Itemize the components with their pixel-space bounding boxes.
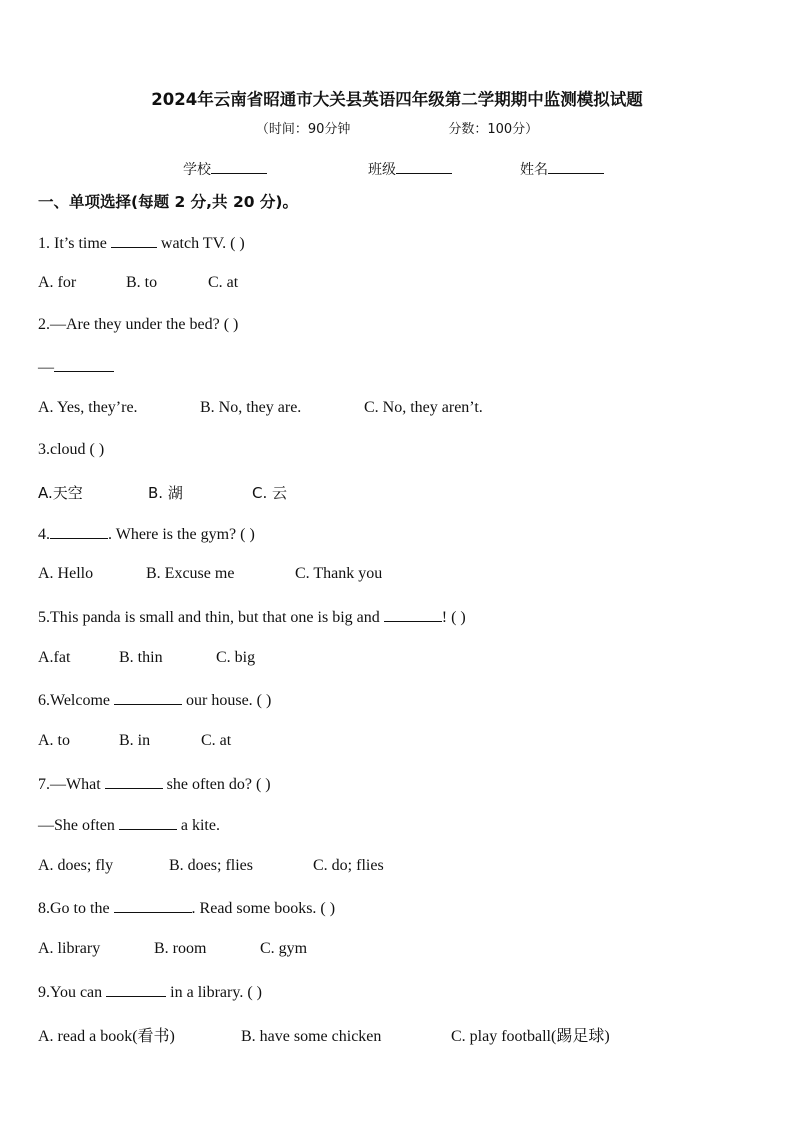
option-c[interactable]: C. 云 <box>252 484 288 502</box>
question-text: a kite. <box>176 817 220 834</box>
answer-blank[interactable] <box>106 982 166 997</box>
option-c[interactable]: C. play football(踢足球) <box>451 1028 610 1045</box>
school-field[interactable] <box>183 159 267 179</box>
option-c[interactable]: C. do; flies <box>313 857 384 874</box>
question-text: . Where is the gym? ( ) <box>108 526 255 543</box>
option-a[interactable]: A. Hello <box>38 565 94 582</box>
option-b[interactable]: B. does; flies <box>169 857 253 874</box>
question-5 <box>38 607 466 627</box>
name-label: 姓名 <box>520 162 548 178</box>
question-9-options <box>38 1023 610 1046</box>
question-text: 8.Go to the <box>38 900 114 917</box>
option-b[interactable]: B. room <box>154 940 207 957</box>
question-2-options <box>38 399 483 417</box>
question-text: —She often <box>38 817 119 834</box>
question-8-options <box>38 940 307 958</box>
option-a[interactable]: A. for <box>38 274 77 291</box>
class-field[interactable] <box>368 159 452 179</box>
option-c[interactable]: C. at <box>201 732 232 749</box>
question-7-line-2 <box>38 815 220 835</box>
question-text: 6.Welcome <box>38 692 115 709</box>
question-text: watch TV. ( ) <box>156 235 245 252</box>
question-6-options <box>38 732 231 750</box>
question-8 <box>38 898 335 918</box>
answer-blank[interactable] <box>111 233 157 248</box>
answer-blank[interactable] <box>114 690 182 705</box>
answer-blank[interactable] <box>50 524 108 539</box>
question-9 <box>38 982 262 1002</box>
answer-blank[interactable] <box>114 898 192 913</box>
question-text: 7.—What <box>38 776 105 793</box>
question-text: 1. It’s time <box>38 235 111 252</box>
question-3-options <box>38 482 287 503</box>
question-text: 4. <box>38 526 50 543</box>
option-c[interactable]: C. No, they aren’t. <box>364 399 483 416</box>
option-a[interactable]: A.fat <box>38 649 71 666</box>
question-2-answer <box>38 357 114 377</box>
question-2 <box>38 316 238 334</box>
school-label: 学校 <box>183 162 211 178</box>
option-b[interactable]: B. No, they are. <box>200 399 302 416</box>
option-b[interactable]: B. in <box>119 732 151 749</box>
option-c[interactable]: C. big <box>216 649 256 666</box>
option-b[interactable]: B. thin <box>119 649 163 666</box>
question-text: 5.This panda is small and thin, but that one is big and <box>38 609 384 626</box>
question-text: 3.cloud ( ) <box>38 441 105 458</box>
exam-score: 分数：100分） <box>448 122 539 137</box>
option-a[interactable]: A. Yes, they’re. <box>38 399 138 416</box>
answer-blank[interactable] <box>119 815 177 830</box>
question-text: our house. ( ) <box>182 692 272 709</box>
option-a[interactable]: A.天空 <box>38 484 83 502</box>
question-7 <box>38 774 271 794</box>
page-title: 2024年云南省昭通市大关县英语四年级第二学期期中监测模拟试题 <box>151 90 643 109</box>
class-label: 班级 <box>368 162 396 178</box>
option-b[interactable]: B. 湖 <box>148 484 183 502</box>
question-text: ! ( ) <box>441 609 466 626</box>
exam-meta <box>0 118 794 137</box>
answer-blank[interactable] <box>105 774 163 789</box>
question-1 <box>38 233 245 253</box>
question-text: 9.You can <box>38 984 107 1001</box>
answer-blank[interactable] <box>54 357 114 372</box>
option-a[interactable]: A. does; fly <box>38 857 114 874</box>
option-c[interactable]: C. gym <box>260 940 308 957</box>
question-5-options <box>38 649 255 667</box>
question-text: 2.—Are they under the bed? ( ) <box>38 316 239 333</box>
option-b[interactable]: B. to <box>126 274 158 291</box>
option-a[interactable]: A. library <box>38 940 101 957</box>
option-c[interactable]: C. Thank you <box>295 565 383 582</box>
question-4 <box>38 524 255 544</box>
question-3 <box>38 441 104 459</box>
option-c[interactable]: C. at <box>208 274 239 291</box>
option-b[interactable]: B. have some chicken <box>241 1028 382 1045</box>
answer-blank[interactable] <box>384 607 442 622</box>
question-1-options <box>38 274 238 292</box>
answer-prefix: — <box>38 359 54 376</box>
option-a[interactable]: A. to <box>38 732 70 749</box>
name-field[interactable] <box>520 159 604 179</box>
question-6 <box>38 690 271 710</box>
question-text: . Read some books. ( ) <box>191 900 336 917</box>
question-7-options <box>38 857 384 875</box>
option-a[interactable]: A. read a book(看书) <box>38 1028 175 1045</box>
exam-time: （时间：90分钟 <box>255 122 351 137</box>
section-title: 一、单项选择(每题 2 分,共 20 分)。 <box>38 193 298 211</box>
question-4-options <box>38 565 382 583</box>
question-text: she often do? ( ) <box>162 776 271 793</box>
question-text: in a library. ( ) <box>166 984 262 1001</box>
option-b[interactable]: B. Excuse me <box>146 565 235 582</box>
